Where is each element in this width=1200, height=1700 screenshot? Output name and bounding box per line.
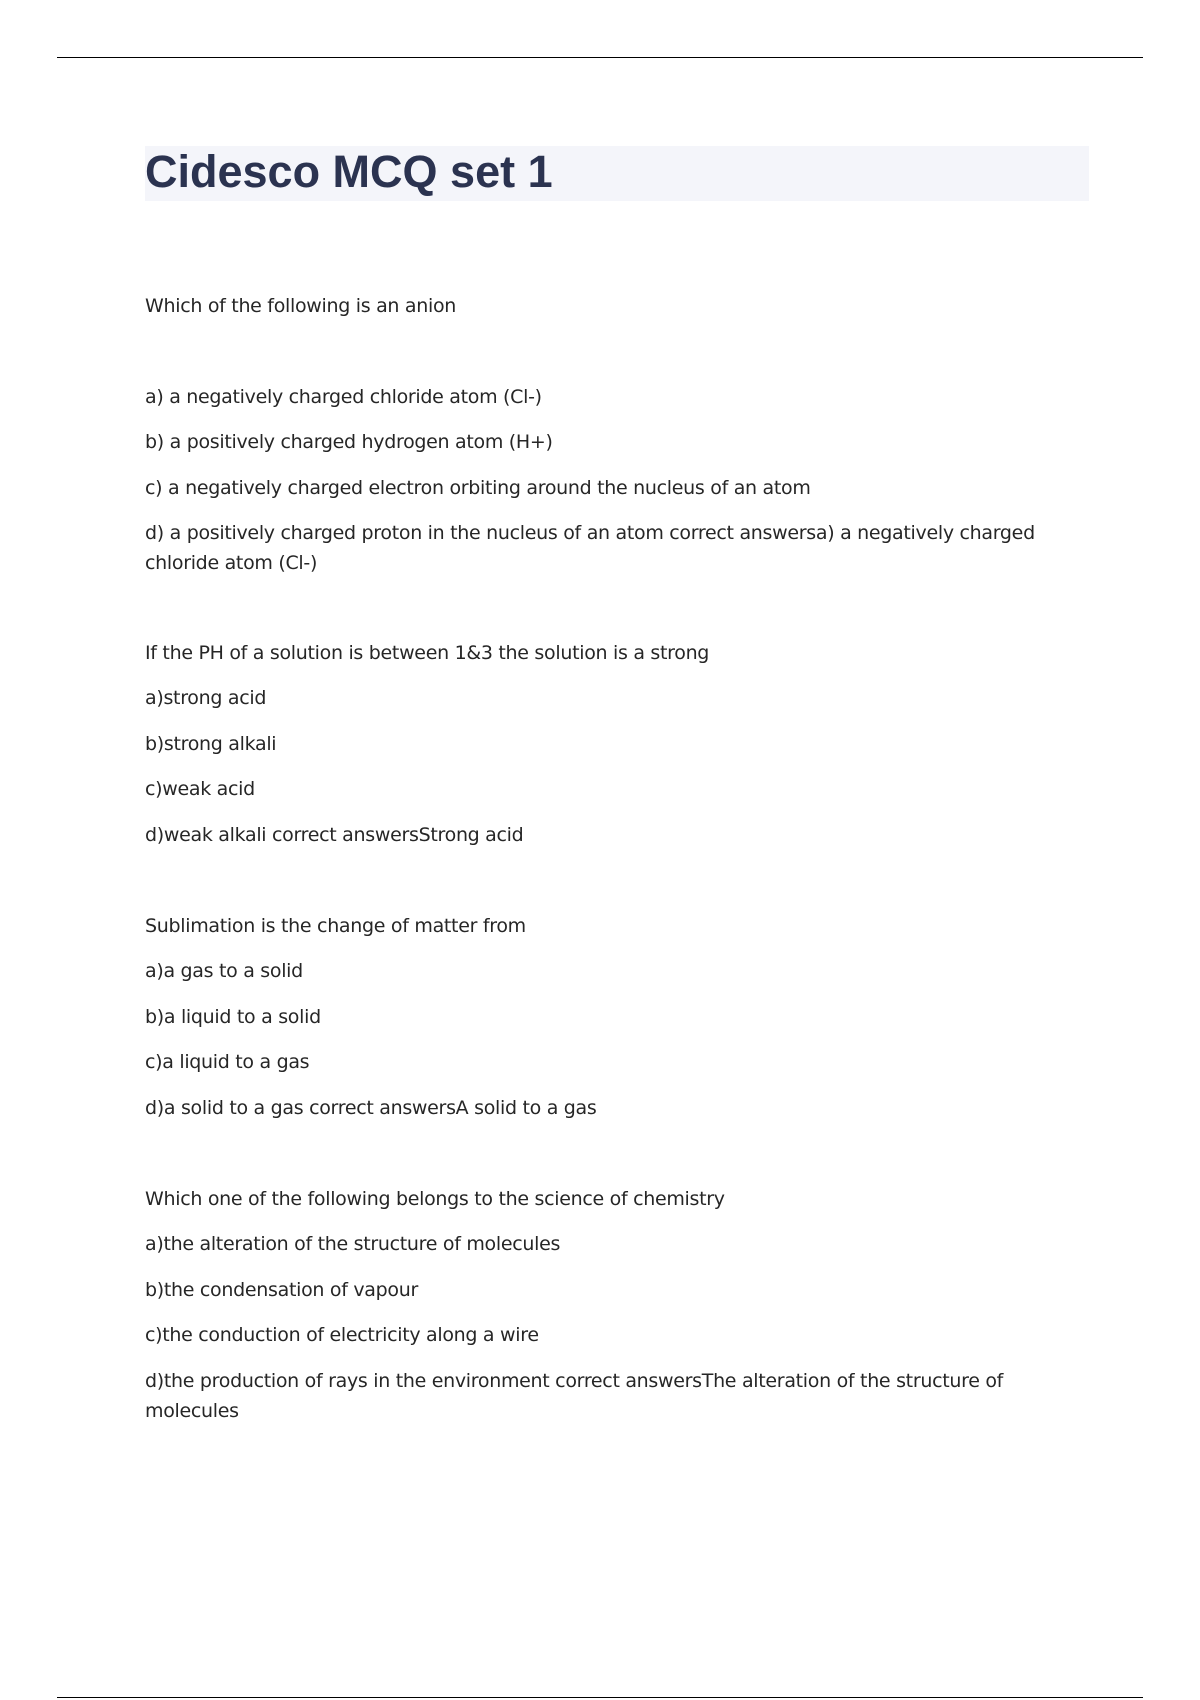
question-2-option-b: b)strong alkali — [145, 733, 277, 755]
question-1-option-d: d) a positively charged proton in the nucleus of an atom correct answersa) a negatively charged chloride atom (Cl-) — [145, 522, 1035, 574]
question-3-option-d: d)a solid to a gas correct answersA solid to a gas — [145, 1097, 597, 1119]
footer-rule — [57, 1697, 1143, 1698]
question-1-option-c: c) a negatively charged electron orbiting around the nucleus of an atom — [145, 477, 811, 499]
header-rule — [57, 57, 1143, 58]
question-1-option-a: a) a negatively charged chloride atom (Cl-) — [145, 386, 542, 408]
question-4-option-c: c)the conduction of electricity along a wire — [145, 1324, 539, 1346]
question-3-text: Sublimation is the change of matter from — [145, 915, 526, 937]
question-3-option-c: c)a liquid to a gas — [145, 1051, 310, 1073]
question-1-text: Which of the following is an anion — [145, 295, 457, 317]
question-4-option-d: d)the production of rays in the environment correct answersThe alteration of the structure of molecules — [145, 1370, 1004, 1422]
question-2-option-a: a)strong acid — [145, 687, 267, 709]
question-4-option-b: b)the condensation of vapour — [145, 1279, 418, 1301]
question-3-option-b: b)a liquid to a solid — [145, 1006, 321, 1028]
question-2-option-d: d)weak alkali correct answersStrong acid — [145, 824, 524, 846]
page-title: Cidesco MCQ set 1 — [145, 146, 553, 197]
question-4-text: Which one of the following belongs to the science of chemistry — [145, 1188, 725, 1210]
question-4-option-a: a)the alteration of the structure of molecules — [145, 1233, 561, 1255]
question-2-text: If the PH of a solution is between 1&3 the solution is a strong — [145, 642, 710, 664]
question-1-option-b: b) a positively charged hydrogen atom (H+) — [145, 431, 553, 453]
question-2-option-c: c)weak acid — [145, 778, 255, 800]
question-3-option-a: a)a gas to a solid — [145, 960, 303, 982]
